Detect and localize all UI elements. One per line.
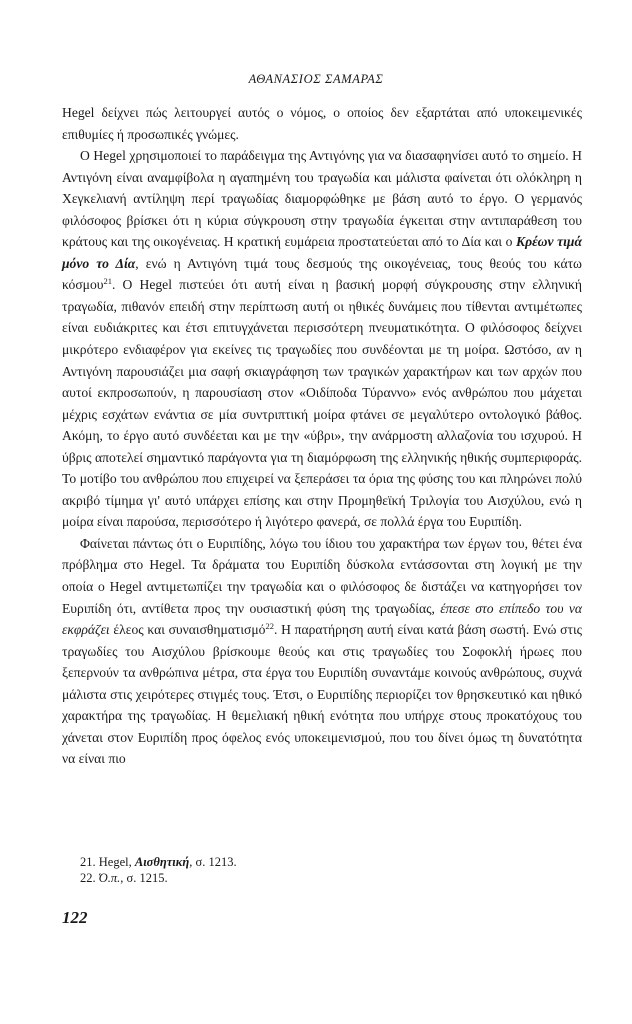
footnote-ref-text: , σ. 1213. bbox=[189, 855, 237, 869]
footnote-number: 22. bbox=[80, 871, 96, 885]
page-number: 122 bbox=[62, 908, 88, 927]
footnote-ref-text: , σ. 1215. bbox=[120, 871, 168, 885]
emphasis-text: Κρέων τιμά μόνο το Δία bbox=[62, 234, 582, 271]
paragraph-text: . Η παρατήρηση αυτή είναι κατά βάση σωστή. Ενώ στις τραγωδίες του Αισχύλου βρίσκουμε θεούς και στις τραγωδίες του Σοφοκλή ήρωες που ξεπερνούν τα ανθρώπινα μέτρα, στα έργα του Ευριπίδη συναντάμε κοινούς ανθρώπους, συχνά μάλιστα στις χειρότερες στιγμές τους. Έτσι, ο Ευριπίδης περιορίζει τον θρησκευτικό και ηθικό χαρακτήρα της τραγωδίας. Η θεμελιακή ηθική ενότητα που υπήρχε στους προκατόχους του χάνεται στον Ευριπίδη προς όφελος ενός υποκειμενισμού, που του δίνει όμως τη δυνατότητα να είναι πιο bbox=[62, 622, 582, 767]
footnote bbox=[80, 854, 560, 870]
footnote-ref[interactable]: 22 bbox=[265, 621, 274, 632]
paragraph bbox=[62, 145, 582, 533]
paragraph bbox=[62, 533, 582, 770]
paragraph-text: Φαίνεται πάντως ότι ο Ευριπίδης, λόγω του ίδιου του χαρακτήρα των έργων του, θέτει ένα πρόβλημα στο Hegel. Τα δράματα του Ευριπίδη δύσκολα εντάσσονται στη λογική με την οποία ο Hegel αντιμετωπίζει την τραγωδία και ο φιλόσοφος δε διστάζει να κατηγορήσει τον Ευριπίδη ότι, αντίθετα προς την ουσιαστική φύση της τραγωδίας, bbox=[62, 535, 582, 616]
paragraph-text: έλεος και συναισθηματισμό bbox=[109, 622, 266, 638]
paragraph-text: Ο Hegel χρησιμοποιεί το παράδειγμα της Αντιγόνης για να διασαφηνίσει αυτό το σημείο. Η Αντιγόνη είναι αναμφίβολα η αγαπημένη του τραγωδία και μάλιστα φαίνεται ότι ολόκληρη η Χεγκελιανή αντίληψη περί τραγωδίας διαμορφώθηκε με βάση αυτό το έργο. Ο γερμανός φιλόσοφος βρίσκει ότι η κύρια σύγκρουση στην τραγωδία έγκειται στην αντιπαράθεση του κράτους και της οικογένειας. Η κρατική ευμάρεια προστατεύεται από το Δία και ο bbox=[62, 148, 582, 250]
footnote-ref[interactable]: 21 bbox=[103, 276, 112, 287]
footnote-title: Αισθητική bbox=[134, 855, 190, 869]
footnote-number: 21. bbox=[80, 855, 96, 869]
body-text bbox=[62, 102, 582, 770]
paragraph-text: . Ο Hegel πιστεύει ότι αυτή είναι η βασική μορφή σύγκρουσης στην ελληνική τραγωδία, πιθανόν επειδή στην περίπτωση αυτή οι ηθικές δυνάμεις που τίθενται αντιμέτωπες είναι ευδιάκριτες και έτσι επιτυγχάνεται περισσότερη πνευματικότητα. Ο φιλόσοφος δείχνει μικρότερο ενδιαφέρον για εκείνες τις τραγωδίες που συνδέονται με τη μοίρα. Ωστόσο, αν η Αντιγόνη παρουσιάζει μια σαφή σκιαγράφηση των τραγικών χαρακτήρων και των αρχών που αυτοί εκπροσωπούν, η παρουσίαση στον «Οιδίποδα Τύραννο» ενός ανθρώπου που μάχεται μέχρις εσχάτων ενάντια σε μία συντριπτική μοίρα φτάνει σε μεγαλύτερο οντολογικό βάθος. Ακόμη, το έργο αυτό συνδέεται και με την «ύβρι», την ανάρμοστη αλλαζονία του ισχυρού. Η ύβρις αποτελεί σημαντικό παράγοντα για τη διαμόρφωση της ελληνικής ηθικής συμπεριφοράς. Το μοτίβο του ανθρώπου που επιχειρεί να ξεπεράσει τα όρια της φύσης του και πληρώνει πολύ ακριβό τίμημα γι' αυτό υπάρχει επίσης και στην Προμηθεϊκή Τριλογία του Αισχύλου, ενώ η μοίρα είναι παρούσα, περισσότερο ή λιγότερο φανερά, σε πολλά έργα του Ευριπίδη. bbox=[62, 277, 582, 530]
emphasis-text: έπεσε στο επίπεδο του να εκφράζει bbox=[62, 600, 582, 638]
footnote bbox=[80, 870, 560, 886]
running-head: ΑΘΑΝΑΣΙΟΣ ΣΑΜΑΡΑΣ bbox=[248, 72, 384, 86]
footnotes bbox=[80, 854, 560, 886]
footnote-title: Ό.π. bbox=[98, 871, 121, 885]
paragraph-text: Hegel δείχνει πώς λειτουργεί αυτός ο νόμος, ο οποίος δεν εξαρτάται από υποκειμενικές επιθυμίες ή προσωπικές γνώμες. bbox=[62, 105, 582, 142]
footnote-author: Hegel, bbox=[98, 855, 132, 869]
paragraph-text: , ενώ η Αντιγόνη τιμά τους δεσμούς της οικογένειας, τους θεούς του κάτω κόσμου bbox=[62, 255, 582, 293]
paragraph bbox=[62, 102, 582, 145]
